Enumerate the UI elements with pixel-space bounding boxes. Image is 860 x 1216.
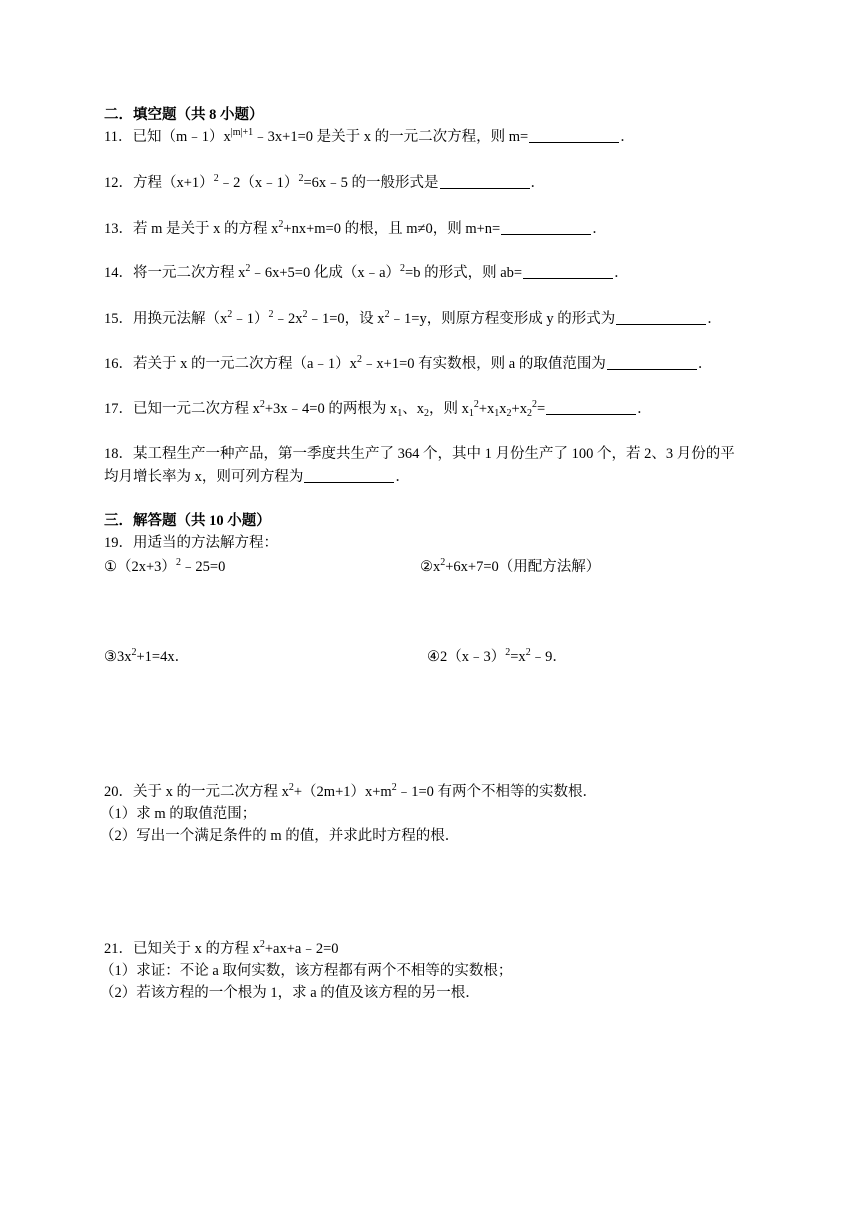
question-13: 13．若 m 是关于 x 的方程 $x^2+nx+m=0$ 的根，且 m≠0，则 m+n= ． <box>104 219 607 237</box>
answer-blank[interactable] <box>529 128 619 143</box>
question-18-line1: 18．某工程生产一种产品，第一季度共生产了 364 个，其中 1 月份生产了 100 个，若 2、3 月份的平 <box>104 446 735 462</box>
answer-blank[interactable] <box>523 264 613 279</box>
question-21: 21．已知关于 x 的方程 $x^2+ax+a﹣2=0$ <box>104 939 339 957</box>
question-19-title: 19．用适当的方法解方程： <box>104 535 278 551</box>
question-20-sub-2: （2）写出一个满足条件的 m 的值，并求此时方程的根． <box>100 828 460 844</box>
answer-blank[interactable] <box>440 174 530 189</box>
section-heading-solve: 三．解答题（共 10 小题） <box>104 513 271 529</box>
answer-blank[interactable] <box>546 400 636 415</box>
question-21-sub-2: （2）若该方程的一个根为 1，求 a 的值及该方程的另一根． <box>100 985 480 1001</box>
question-19-part-4: $④2(x﹣3)^2=x^2﹣9$． <box>427 647 567 665</box>
question-20-sub-1: （1）求 m 的取值范围； <box>100 806 257 822</box>
question-19-part-3: $③3x^2+1=4x$． <box>104 647 190 665</box>
answer-blank[interactable] <box>616 310 706 325</box>
question-20: 20．关于 x 的一元二次方程 $x^2+(2m+1)x+m^2﹣1=0$ 有两个不相等的实数根． <box>104 782 598 800</box>
answer-blank[interactable] <box>501 220 591 235</box>
answer-blank[interactable] <box>304 468 394 483</box>
question-21-sub-1: （1）求证：不论 a 取何实数，该方程都有两个不相等的实数根； <box>100 963 513 979</box>
question-18-line2: 均月增长率为 x，则可列方程为 ． <box>104 469 410 485</box>
answer-blank[interactable] <box>607 355 697 370</box>
section-heading-fill-in: 二．填空题（共 8 小题） <box>104 107 264 123</box>
question-19-part-2: $②x^2+6x+7=0$（用配方法解） <box>420 557 601 575</box>
question-19-part-1: $①(2x+3)^2﹣25=0$ <box>104 557 226 575</box>
question-15: 15．用换元法解$(x^2﹣1)^2﹣2x^2﹣1=0$，设 $x^2﹣1=y$，则原方程变形成 y 的形式为 ． <box>104 309 722 327</box>
question-17: 17．已知一元二次方程 $x^2+3x﹣4=0$ 的两根为 $x_1$、$x_2$，则 $x_1^2+x_1x_2+x_2^2=$ ． <box>104 399 652 419</box>
question-11: 11．已知$(m﹣1)x^{|m|+1}﹣3x+1=0$ 是关于 x 的一元二次方程，则 m= ． <box>104 127 635 145</box>
question-14: 14．将一元二次方程 $x^2﹣6x+5=0$ 化成（x﹣a）$^2$=b 的形式，则 ab= ． <box>104 263 629 281</box>
question-12: 12．方程$(x+1)^2﹣2(x﹣1)^2=6x﹣5$ 的一般形式是 ． <box>104 173 545 191</box>
question-16: 16．若关于 x 的一元二次方程$(a﹣1)x^2﹣x+1=0$ 有实数根，则 a 的取值范围为 ． <box>104 354 713 372</box>
